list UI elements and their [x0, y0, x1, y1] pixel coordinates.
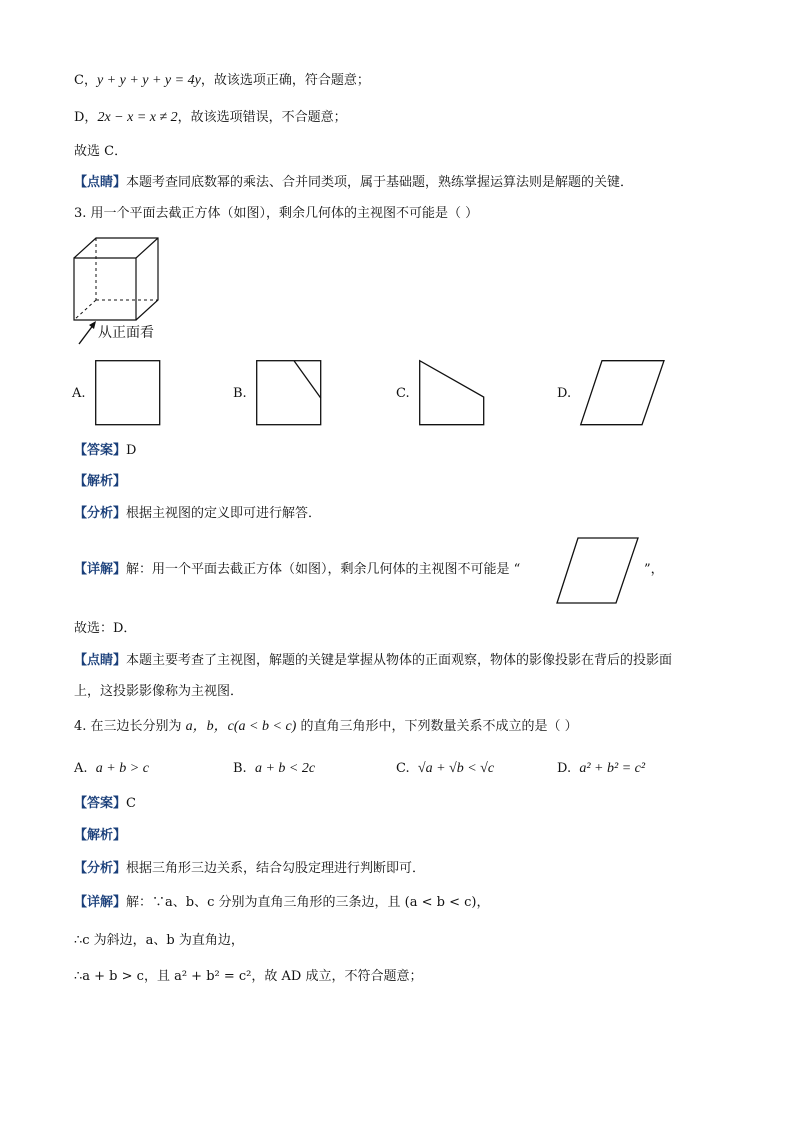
fenxi-text: 根据主视图的定义即可进行解答． [126, 506, 322, 521]
comment-line-q3 [74, 652, 672, 670]
option-expr: a² + b² = c² [579, 761, 646, 776]
question-4-stem [74, 718, 578, 736]
prefix: C， [74, 73, 97, 88]
q4-option-b [233, 760, 315, 778]
stem-post: 的直角三角形中，下列数量关系不成立的是（ ） [296, 719, 578, 734]
option-label: B. [233, 761, 247, 776]
q4-line-2: ∴c 为斜边，a、b 为直角边， [74, 933, 244, 948]
q4-option-d [557, 760, 645, 778]
choose-line: 故选 C． [74, 144, 128, 159]
option-c-label: C. [396, 386, 410, 401]
question-3-stem: 3. 用一个平面去截正方体（如图），剩余几何体的主视图不可能是（ ） [74, 206, 479, 221]
option-d-parallelogram [580, 360, 666, 426]
xiangjie-line [74, 561, 520, 579]
line-option-d-explain [74, 109, 347, 127]
view-direction-label: 从正面看 [98, 325, 154, 341]
comment-text-1: 本题主要考查了主视图，解题的关键是掌握从物体的正面观察，物体的影像投影在背后的投影面 [126, 653, 673, 668]
comment-line-q3-2: 上，这投影影像称为主视图． [74, 684, 244, 699]
answer-tag: 【答案】 [74, 796, 127, 811]
xiangjie-tag: 【详解】 [74, 895, 127, 910]
answer-tag: 【答案】 [74, 443, 127, 458]
q4-answer-line [74, 795, 136, 813]
xiangjie-close: ”， [644, 562, 664, 577]
choose-line-q3: 故选：D． [74, 621, 137, 636]
option-label: C. [396, 761, 410, 776]
xiangjie-tag: 【详解】 [74, 562, 127, 577]
option-d-label: D. [557, 386, 572, 401]
stem-vars: a，b，c(a < b < c) [185, 719, 297, 734]
option-expr: a + b > c [95, 761, 149, 776]
option-expr: √a + √b < √c [417, 761, 495, 776]
option-a-label: A. [72, 386, 86, 401]
q4-option-a [74, 760, 149, 778]
q4-option-c [396, 760, 494, 778]
fenxi-text: 根据三角形三边关系，结合勾股定理进行判断即可． [126, 861, 426, 876]
line-option-c-explain [74, 72, 370, 90]
fenxi-line [74, 505, 321, 523]
option-label: D. [557, 761, 572, 776]
stem-pre: 4. 在三边长分别为 [74, 719, 186, 734]
option-c-trapezoid [419, 360, 485, 426]
q4-xiangjie-line [74, 894, 489, 912]
option-b-square-cut [256, 360, 322, 426]
comment-tag: 【点睛】 [74, 653, 127, 668]
fenxi-tag: 【分析】 [74, 506, 127, 521]
comment-text: 本题考查同底数幂的乘法、合并同类项，属于基础题，熟练掌握运算法则是解题的关键． [126, 175, 634, 190]
fenxi-tag: 【分析】 [74, 861, 127, 876]
xiangjie-text: 解：用一个平面去截正方体（如图），剩余几何体的主视图不可能是 “ [126, 562, 521, 577]
xiangjie-text: 解：∵a、b、c 分别为直角三角形的三条边，且 (a < b < c)， [126, 895, 490, 910]
prefix: D， [74, 110, 98, 125]
q4-analysis-tag: 【解析】 [74, 828, 127, 843]
option-a-square [95, 360, 161, 426]
cube-figure [70, 236, 170, 326]
answer-value: D [126, 443, 137, 458]
analysis-tag: 【解析】 [74, 474, 127, 489]
q4-fenxi-line [74, 860, 425, 878]
inline-parallelogram [556, 537, 640, 605]
answer-line [74, 442, 136, 460]
comment-line [74, 174, 633, 192]
comment-tag: 【点睛】 [74, 175, 127, 190]
q4-line-3: ∴a + b > c，且 a² + b² = c²，故 AD 成立，不符合题意； [74, 969, 423, 984]
suffix: ，故该选项正确，符合题意； [200, 73, 370, 88]
option-label: A. [74, 761, 88, 776]
option-expr: a + b < 2c [254, 761, 316, 776]
math-expression: 2x − x = x ≠ 2 [97, 110, 178, 125]
answer-value: C [126, 796, 136, 811]
arrow-icon [76, 320, 98, 346]
math-expression: y + y + y + y = 4y [96, 73, 201, 88]
option-b-label: B. [233, 386, 247, 401]
suffix: ，故该选项错误，不合题意； [177, 110, 347, 125]
